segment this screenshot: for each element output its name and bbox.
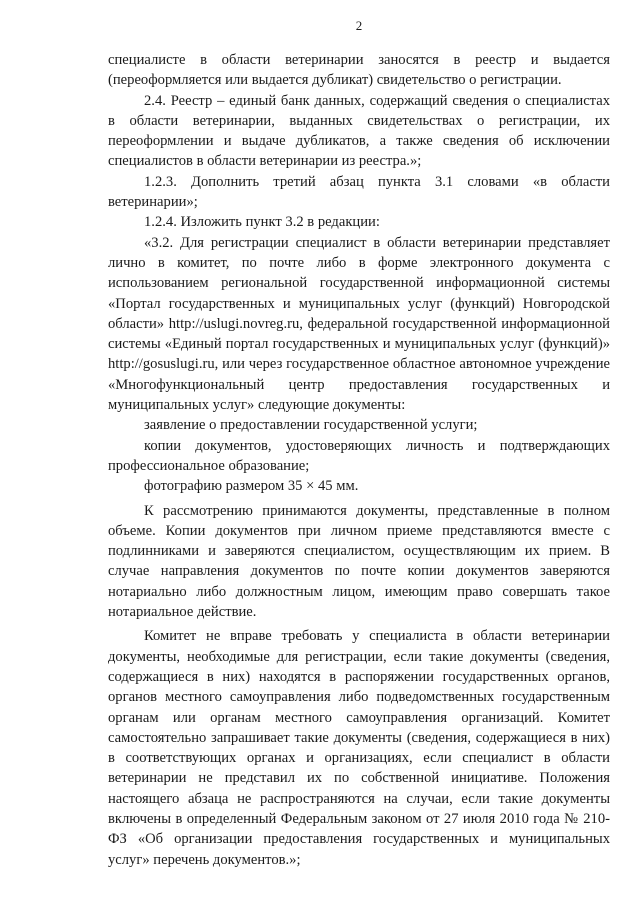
paragraph-registry-definition: 2.4. Реестр – единый банк данных, содержащий сведения о специалистах в области ветеринарии, выданных свидетельствах о регистрации, их переоформлении и выдаче дубликатов, а также сведения об исключении специалистов в области ветеринарии из реестра.»; <box>108 92 610 170</box>
paragraph-item-1-2-3: 1.2.3. Дополнить третий абзац пункта 3.1 словами «в области ветеринарии»; <box>108 173 610 211</box>
page-number: 2 <box>355 18 363 33</box>
paragraph-documents-acceptance: К рассмотрению принимаются документы, представленные в полном объеме. Копии документов при личном приеме представляются вместе с подлинниками и заверяются специалистом, осуществляющим их прием. В случае направления документов по почте копии документов заверяются нотариально либо должностным лицом, имеющим право совершать такое нотариальное действие. <box>108 502 610 621</box>
paragraph-item-1-2-4: 1.2.4. Изложить пункт 3.2 в редакции: <box>144 214 380 231</box>
list-item-application: заявление о предоставлении государственной услуги; <box>144 417 478 434</box>
paragraph-committee-requests: Комитет не вправе требовать у специалиста в области ветеринарии документы, необходимые для регистрации, если такие документы (сведения, содержащиеся в них) находятся в распоряжении государственных органов, органов местного самоуправления либо подведомственных государственным органам или органам местного самоуправления организаций. Комитет самостоятельно запрашивает такие документы (сведения, содержащиеся в них) в соответствующих органах и организациях, если специалист в области ветеринарии не представил их по собственной инициативе. Положения настоящего абзаца не распространяются на случаи, если такие документы включены в определенный Федеральным законом от 27 июля 2010 года № 210-ФЗ «Об организации предоставления государственных и муниципальных услуг» перечень документов.»; <box>108 628 610 868</box>
paragraph-registry-continuation: специалисте в области ветеринарии заносятся в реестр и выдается (переоформляется или выдается дубликат) свидетельство о регистрации. <box>108 52 610 89</box>
list-item-photograph: фотографию размером 35 × 45 мм. <box>144 478 359 495</box>
list-item-document-copies: копии документов, удостоверяющих личность и подтверждающих профессиональное образование; <box>108 437 610 474</box>
paragraph-clause-3-2: «3.2. Для регистрации специалист в области ветеринарии представляет лично в комитет, по почте либо в форме электронного документа с использованием региональной государственной информационной системы «Портал государственных и муниципальных услуг (функций) Новгородской области» http://uslugi.novreg.ru, федеральной государственной информационной системы «Единый портал государственных и муниципальных услуг (функций)» http://gosuslugi.ru, или через государственное областное автономное учреждение «Многофункциональный центр предоставления государственных и муниципальных услуг» следующие документы: <box>108 234 610 414</box>
